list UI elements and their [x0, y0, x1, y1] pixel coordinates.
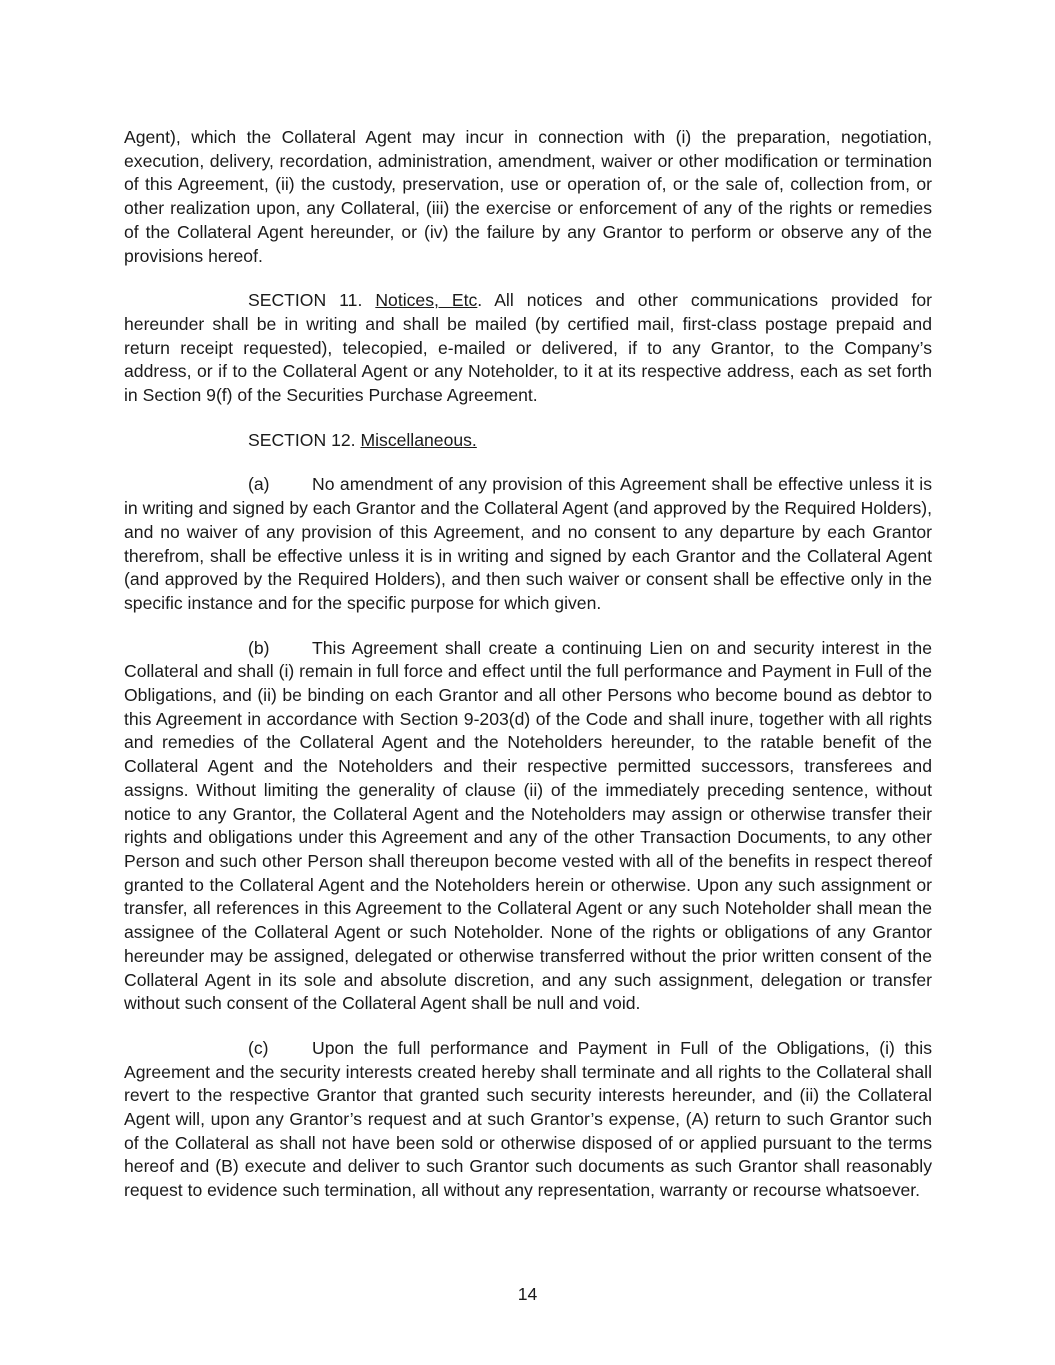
section-12-heading — [124, 429, 932, 453]
document-page — [124, 126, 932, 1224]
clause-a-paragraph — [124, 473, 932, 615]
clause-a-text: No amendment of any provision of this Agreement shall be effective unless it is in writing and signed by each Grantor and the Collateral Agent (and approved by the Required Holders), and no waiver of any provision of this Agreement, and no consent to any departure by each Grantor therefrom, shall be effective unless it is in writing and signed by each Grantor and the Collateral Agent (and approved by the Required Holders), and then such waiver or consent shall be effective only in the specific instance and for the specific purpose for which given. — [124, 474, 932, 613]
clause-b-label: (b) — [248, 637, 270, 658]
clause-b-text: This Agreement shall create a continuing Lien on and security interest in the Collateral and shall (i) remain in full force and effect until the full performance and Payment in Full of the Obligations, and (ii) be binding on each Grantor and all other Persons who become bound as debtor to this Agreement in accordance with Section 9-203(d) of the Code and shall inure, together with all rights and remedies of the Collateral Agent and the Noteholders hereunder, to the ratable benefit of the Collateral Agent and the Noteholders and their respective permitted successors, transferees and assigns. Without limiting the generality of clause (ii) of the immediately preceding sentence, without notice to any Grantor, the Collateral Agent and the Noteholders may assign or otherwise transfer their rights and obligations under this Agreement and any of the other Transaction Documents, to any other Person and such other Person shall thereupon become vested with all of the benefits in respect thereof granted to the Collateral Agent and the Noteholders herein or otherwise. Upon any such assignment or transfer, all references in this Agreement to the Collateral Agent or any such Noteholder shall mean the assignee of the Collateral Agent or such Noteholder. None of the rights or obligations of any Grantor hereunder may be assigned, delegated or otherwise transferred without the prior written consent of the Collateral Agent in its sole and absolute discretion, and any such assignment, delegation or transfer without such consent of the Collateral Agent shall be null and void. — [124, 637, 932, 1014]
section-11-title: Notices, Etc — [375, 290, 478, 311]
section-11-body: . All notices and other communications provided for hereunder shall be in writing and shall be mailed (by certified mail, first-class postage prepaid and return receipt requested), telecopied, e-mailed or delivered, if to any Grantor, to the Company’s address, or if to the Collateral Agent or any Noteholder, to it at its respective address, each as set forth in Section 9(f) of the Securities Purchase Agreement. — [124, 290, 932, 406]
page-number: 14 — [517, 1284, 538, 1304]
section-11-number: SECTION 11. — [248, 290, 363, 311]
section-12-number: SECTION 12. — [248, 429, 356, 450]
section-12-title: Miscellaneous. — [360, 429, 477, 450]
section-11-paragraph — [124, 289, 932, 408]
clause-a-label: (a) — [248, 474, 270, 495]
clause-c-paragraph — [124, 1037, 932, 1203]
clause-c-label: (c) — [248, 1037, 269, 1058]
clause-b-paragraph — [124, 637, 932, 1016]
clause-c-text: Upon the full performance and Payment in Full of the Obligations, (i) this Agreement and the security interests created hereby shall terminate and all rights to the Collateral shall revert to the respective Grantor that granted such security interests hereunder, and (ii) the Collateral Agent will, upon any Grantor’s request and at such Grantor’s expense, (A) return to such Grantor such of the Collateral as shall not have been sold or otherwise disposed of or applied pursuant to the terms hereof and (B) execute and deliver to such Grantor such documents as such Grantor shall reasonably request to evidence such termination, all without any representation, warranty or recourse whatsoever. — [124, 1037, 932, 1201]
continuation-paragraph: Agent), which the Collateral Agent may incur in connection with (i) the preparation, negotiation, execution, delivery, recordation, administration, amendment, waiver or other modification or termination of this Agreement, (ii) the custody, preservation, use or operation of, or the sale of, collection from, or other realization upon, any Collateral, (iii) the exercise or enforcement of any of the rights or remedies of the Collateral Agent hereunder, or (iv) the failure by any Grantor to perform or observe any of the provisions hereof. — [124, 127, 932, 266]
